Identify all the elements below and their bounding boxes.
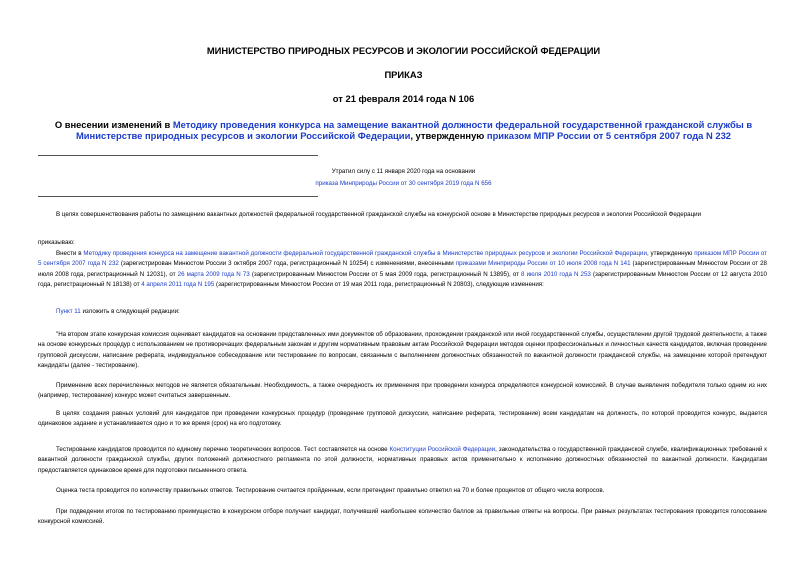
paragraph-results: При подведении итогов по тестированию преимущество в конкурсном отборе получает кандидат, получивший наибольшее количество баллов за правильные ответы на вопросы. При равных результатах тестирования проводится голосование конкурсной комиссией. xyxy=(38,508,767,526)
p3-text-f: (зарегистрированным Минюстом России от 12 августа 2010 года, регистрационный N 18138) от xyxy=(38,270,767,289)
p8-text-a: Тестирование кандидатов проводится по единому перечню теоретических вопросов. Тест составляется на основе xyxy=(56,446,390,453)
title-method-link[interactable]: Методику проведения конкурса на замещение вакантной должности федеральной государственной гражданской службы в Министерстве природных ресурсов и экологии Российской Федерации xyxy=(75,119,753,141)
paragraph-testing xyxy=(38,445,767,476)
p3-method-link[interactable]: Методику проведения конкурса на замещение вакантной должности федеральной государственной гражданской службы в Министерстве природных ресурсов и экологии Российской Федерации xyxy=(83,250,647,257)
paragraph-scoring: Оценка теста проводится по количеству правильных ответов. Тестирование считается пройденным, если претендент правильно ответил на 70 и более процентов от общего числа вопросов. xyxy=(56,487,605,494)
title-middle: , утвержденную xyxy=(410,130,487,141)
paragraph-amendment xyxy=(38,249,767,291)
p3-text-d: (зарегистрированным Минюстом России от 28 июля 2008 года, регистрационный N 12031), от xyxy=(38,260,767,278)
paragraph-second-stage: "На втором этапе конкурсная комиссия оценивает кандидатов на основании представленных ими документов об образовании, прохождении гражданской или иной государственной службы, осуществлении другой трудовой деятельности, а также на основе конкурсных процедур с использованием не противоречащих федеральным законам и другим нормативным правовым актам Российской Федерации методов оценки профессиональных и личностных качеств кандидатов, включая проведение групповой дискуссии, написание реферата, индивидуальное собеседование или тестирование по вопросам, связанным с выполнением должностных обязанностей по вакантной должности гражданской службы, на замещение которой претендуют кандидаты (далее - тестирование). xyxy=(38,331,767,370)
date-number-heading: от 21 февраля 2014 года N 106 xyxy=(332,93,475,104)
p3-text-c: (зарегистрирован Минюстом России 3 октября 2007 года, регистрационный N 10254) с изменениями, внесенными xyxy=(118,260,456,268)
document-body xyxy=(38,0,767,571)
ministry-heading: МИНИСТЕРСТВО ПРИРОДНЫХ РЕСУРСОВ И ЭКОЛОГИИ РОССИЙСКОЙ ФЕДЕРАЦИИ xyxy=(206,45,601,56)
p3-order253-link[interactable]: 8 июля 2010 года N 253 xyxy=(521,270,591,278)
status-note-line1: Утратил силу с 11 января 2020 года на основании xyxy=(331,168,476,175)
p8-text-b: , законодательства о государственной гражданской службе, квалификационных требований к вакантной должности гражданской службы, других положений должностного регламента по этой должности, нормативных правовых актов применительно к исполнению должностных обязанностей по вакантной должности. Кандидатам предоставляется одинаковое время для подготовки письменного ответа. xyxy=(38,446,767,474)
paragraph-point11 xyxy=(38,307,767,317)
doc-type-heading: ПРИКАЗ xyxy=(384,69,423,80)
title-order-link[interactable]: приказом МПР России от 5 сентября 2007 года N 232 xyxy=(486,130,731,141)
paragraph-methods: Применение всех перечисленных методов не является обязательным. Необходимость, а также очередность их применения при проведении конкурса определяются конкурсной комиссией. В случае выявления победителя только одним из них (например, тестирование) конкурс может считаться завершенным. xyxy=(38,382,767,400)
paragraph-order: приказываю: xyxy=(38,239,75,246)
p3-order232-link[interactable]: приказом МПР России от 5 сентября 2007 года N 232 xyxy=(38,250,767,268)
p3-text-e: (зарегистрированным Минюстом России от 5 мая 2009 года, регистрационный N 13895), от xyxy=(249,270,522,278)
point11-link[interactable]: Пункт 11 xyxy=(56,308,81,315)
repeal-order-link[interactable]: приказа Минприроды России от 30 сентября 2019 года N 656 xyxy=(315,180,492,187)
title-prefix: О внесении изменений в xyxy=(54,119,173,130)
p3-text-a: Внести в xyxy=(56,250,84,257)
p3-order73-link[interactable]: 26 марта 2009 года N 73 xyxy=(177,270,250,278)
p3-order195-link[interactable]: 4 апреля 2011 года N 195 xyxy=(141,281,215,289)
paragraph-equal-conditions: В целях создания равных условий для кандидатов при проведении конкурсных процедур (проведение групповой дискуссии, написание реферата, тестирование) всем кандидатам на должность, по которой проводится конкурс, выдается одинаковое задание и устанавливается одно и то же время (срок) на его подготовку. xyxy=(38,410,767,428)
p3-text-b: , утвержденную xyxy=(646,250,695,257)
point11-text: изложить в следующей редакции: xyxy=(80,308,180,315)
p3-order141-link[interactable]: приказами Минприроды России от 10 июля 2008 года N 141 xyxy=(455,260,631,268)
constitution-link[interactable]: Конституции Российской Федерации xyxy=(389,446,496,453)
p3-text-g: (зарегистрированным Минюстом России от 19 мая 2011 года, регистрационный N 20803), следующие изменения: xyxy=(214,281,544,289)
paragraph-preamble: В целях совершенствования работы по замещению вакантных должностей федеральной государственной гражданской службы на конкурсной основе в Министерстве природных ресурсов и экологии Российской Федерации xyxy=(56,211,702,218)
